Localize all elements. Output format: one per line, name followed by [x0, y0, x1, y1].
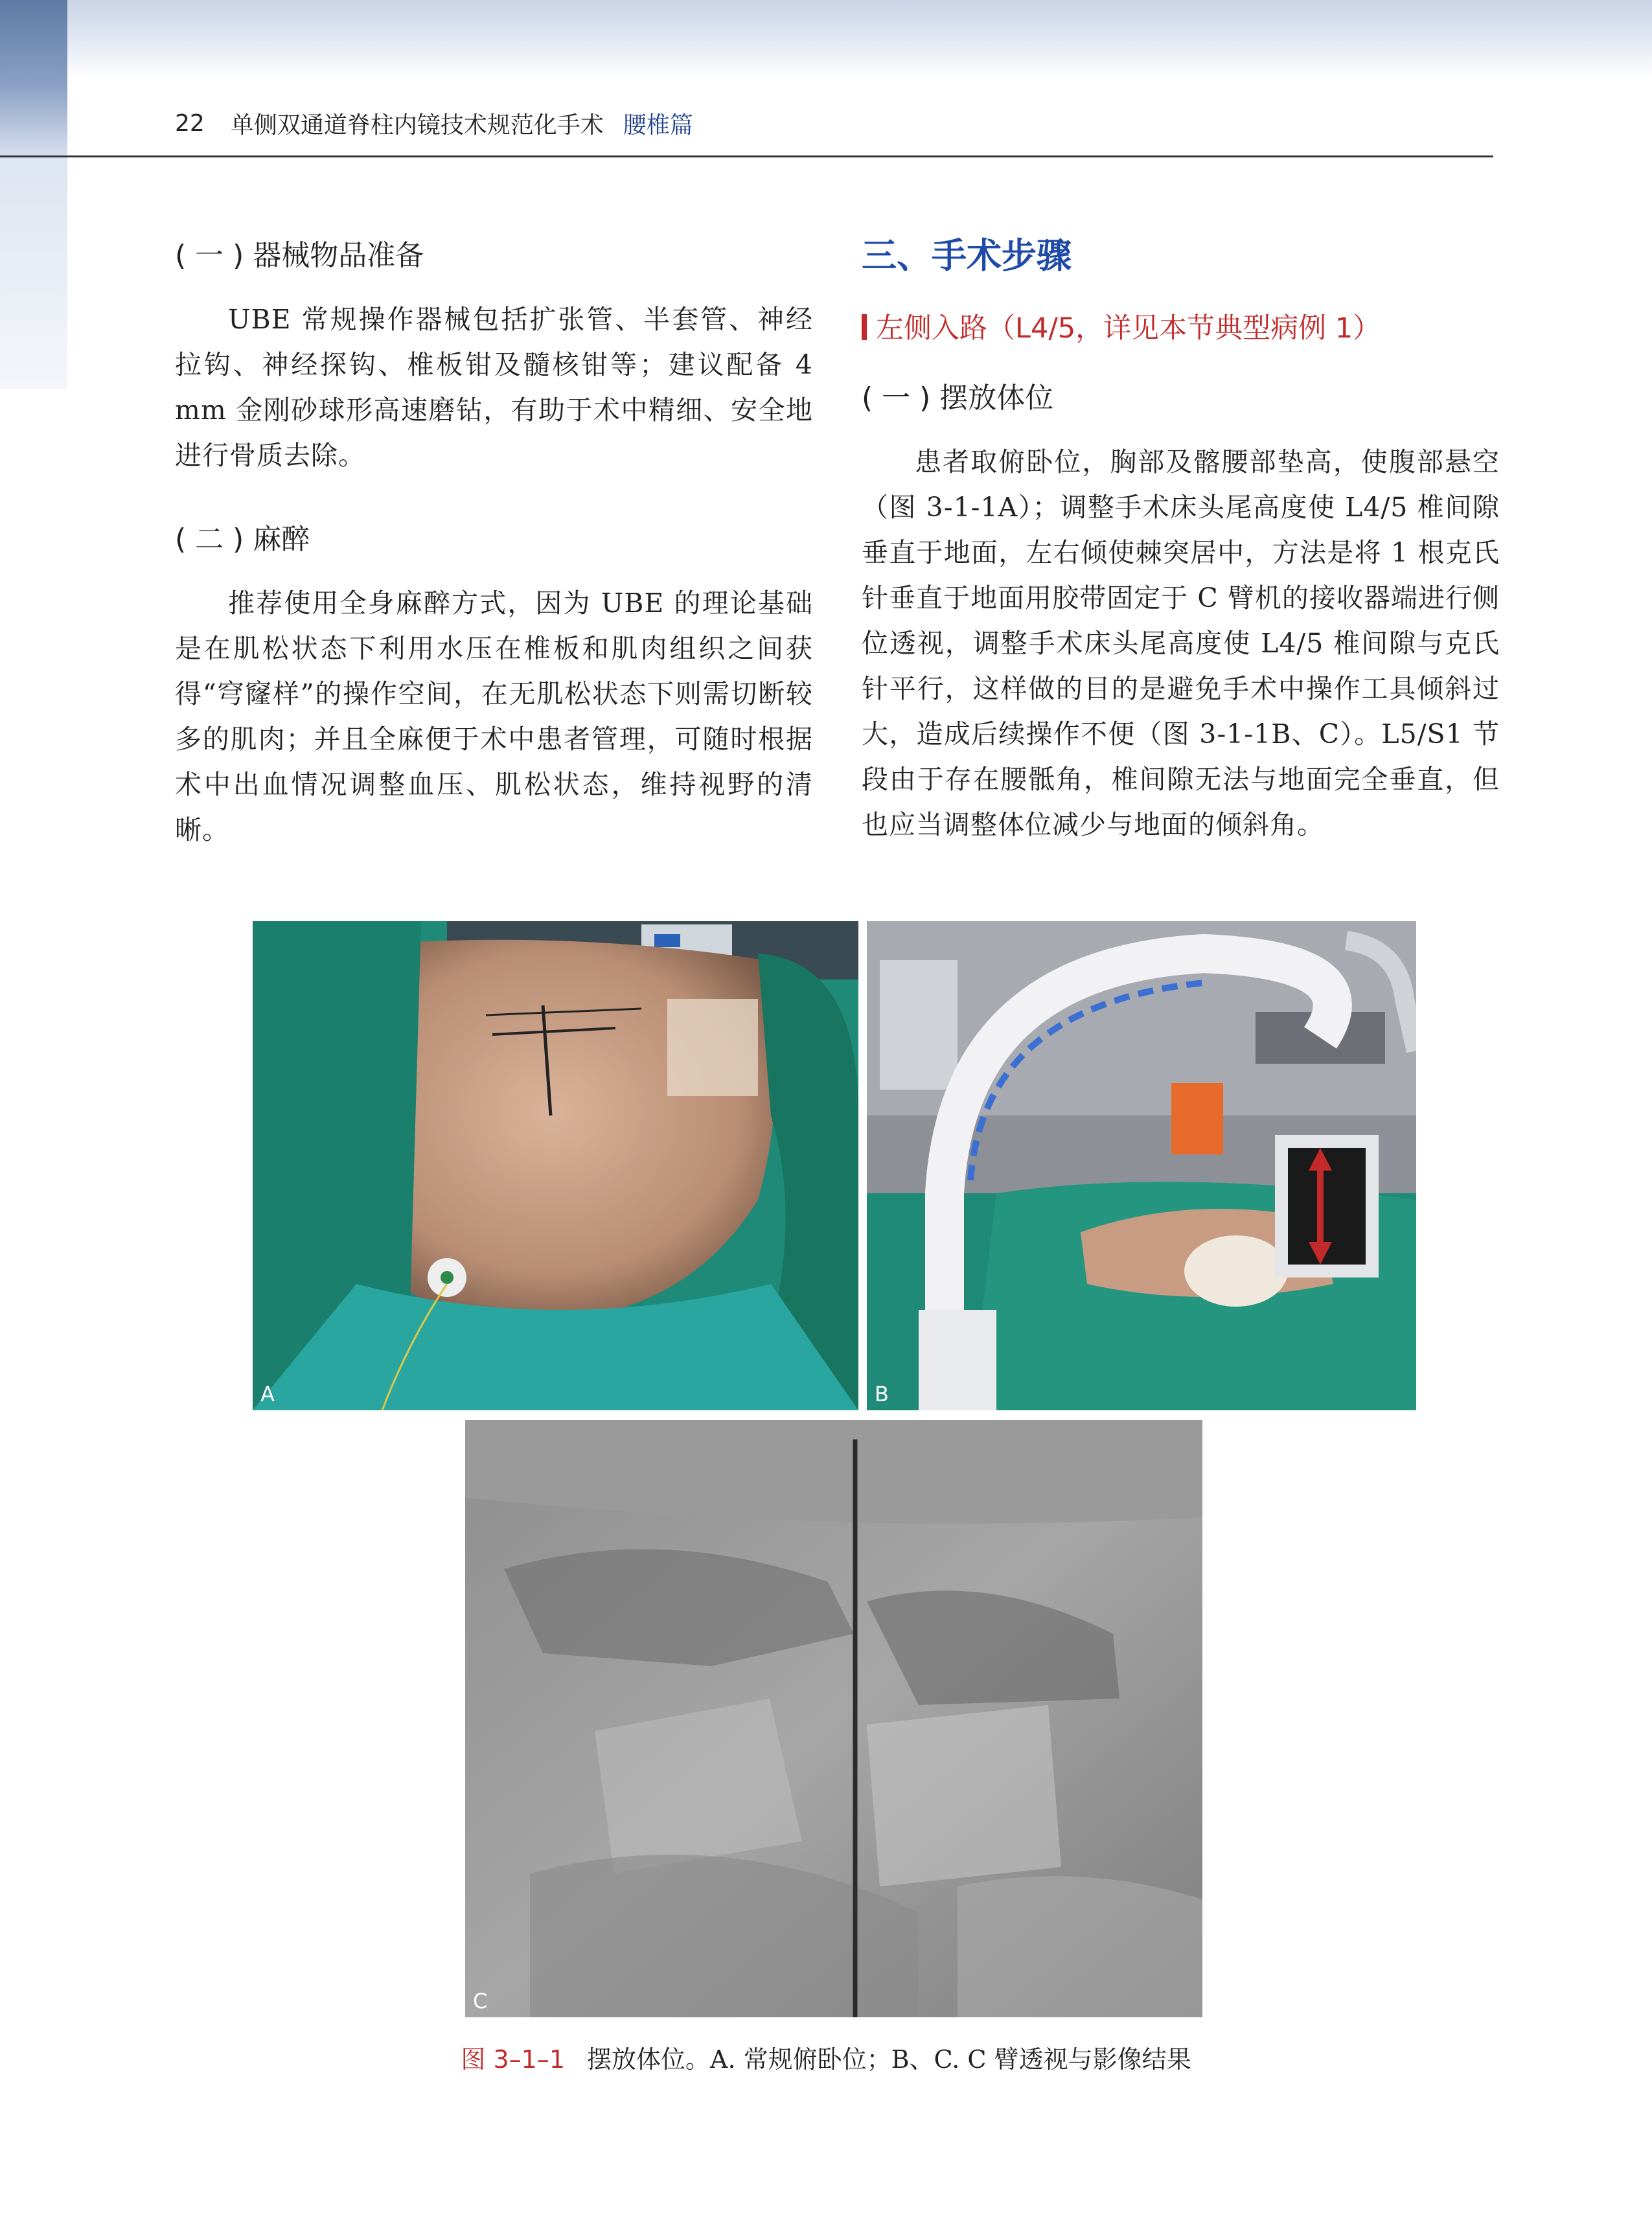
- approach-heading: [862, 306, 1500, 351]
- panel-a-label: A: [260, 1382, 275, 1406]
- figure-caption-text: 摆放体位。A. 常规俯卧位；B、C. C 臂透视与影像结果: [587, 2045, 1191, 2074]
- header-rule: [0, 155, 1493, 157]
- section-heading-instruments: ( 一 ) 器械物品准备: [175, 239, 424, 272]
- xray-c-illustration: [465, 1420, 1202, 2017]
- figure-number: 图 3–1–1: [461, 2045, 566, 2074]
- panel-c-label: C: [473, 1989, 488, 2013]
- section-heading-positioning: ( 一 ) 摆放体位: [862, 382, 1054, 415]
- section-heading-anesthesia: ( 二 ) 麻醉: [175, 523, 310, 556]
- page-top-band: [0, 0, 1652, 78]
- section-heading-surgical-steps: 三、手术步骤: [862, 235, 1072, 276]
- chapter-side-tab: [0, 0, 67, 155]
- panel-b-label: B: [875, 1382, 889, 1406]
- running-header: [175, 104, 693, 143]
- right-column: [862, 233, 1500, 886]
- paragraph-anesthesia: 推荐使用全身麻醉方式，因为 UBE 的理论基础是在肌松状态下利用水压在椎板和肌肉组织之间获得“穹窿样”的操作空间，在无肌松状态下则需切断较多的肌肉；并且全麻便于术中患者管理，可随时根据术中出血情况调整血压、肌松状态，维持视野的清晰。: [175, 588, 813, 845]
- page-number: 22: [175, 109, 205, 137]
- chapter-side-tab-fade: [0, 155, 67, 389]
- figure-panel-c-xray: [465, 1420, 1202, 2017]
- heading-bar-icon: [862, 314, 867, 340]
- part-title: 腰椎篇: [623, 111, 693, 139]
- paragraph-positioning: 患者取俯卧位，胸部及髂腰部垫高，使腹部悬空（图 3-1-1A）；调整手术床头尾高度使 L4/5 椎间隙垂直于地面，左右倾使棘突居中，方法是将 1 根克氏针垂直于地面用胶带固定于 C 臂机的接收器端进行侧位透视，调整手术床头尾高度使 L4/5 椎间隙与克氏针平行，这样做的目的是避免手术中操作工具倾斜过大，造成后续操作不便（图 3-1-1B、C）。L5/S1 节段由于存在腰骶角，椎间隙无法与地面完全垂直，但也应当调整体位减少与地面的倾斜角。: [862, 446, 1500, 840]
- book-title: 单侧双通道脊柱内镜技术规范化手术: [230, 111, 604, 139]
- photo-a-illustration: [253, 921, 858, 1410]
- left-column: [175, 233, 813, 891]
- figure-panel-a-photo: [253, 921, 858, 1410]
- approach-heading-text: 左侧入路（L4/5，详见本节典型病例 1）: [876, 312, 1381, 345]
- figure-caption: [0, 2039, 1652, 2075]
- figure-panel-b-photo: [867, 921, 1416, 1410]
- photo-b-illustration: [867, 921, 1416, 1410]
- paragraph-instruments: UBE 常规操作器械包括扩张管、半套管、神经拉钩、神经探钩、椎板钳及髓核钳等；建议配备 4 mm 金刚砂球形高速磨钻，有助于术中精细、安全地进行骨质去除。: [175, 304, 813, 471]
